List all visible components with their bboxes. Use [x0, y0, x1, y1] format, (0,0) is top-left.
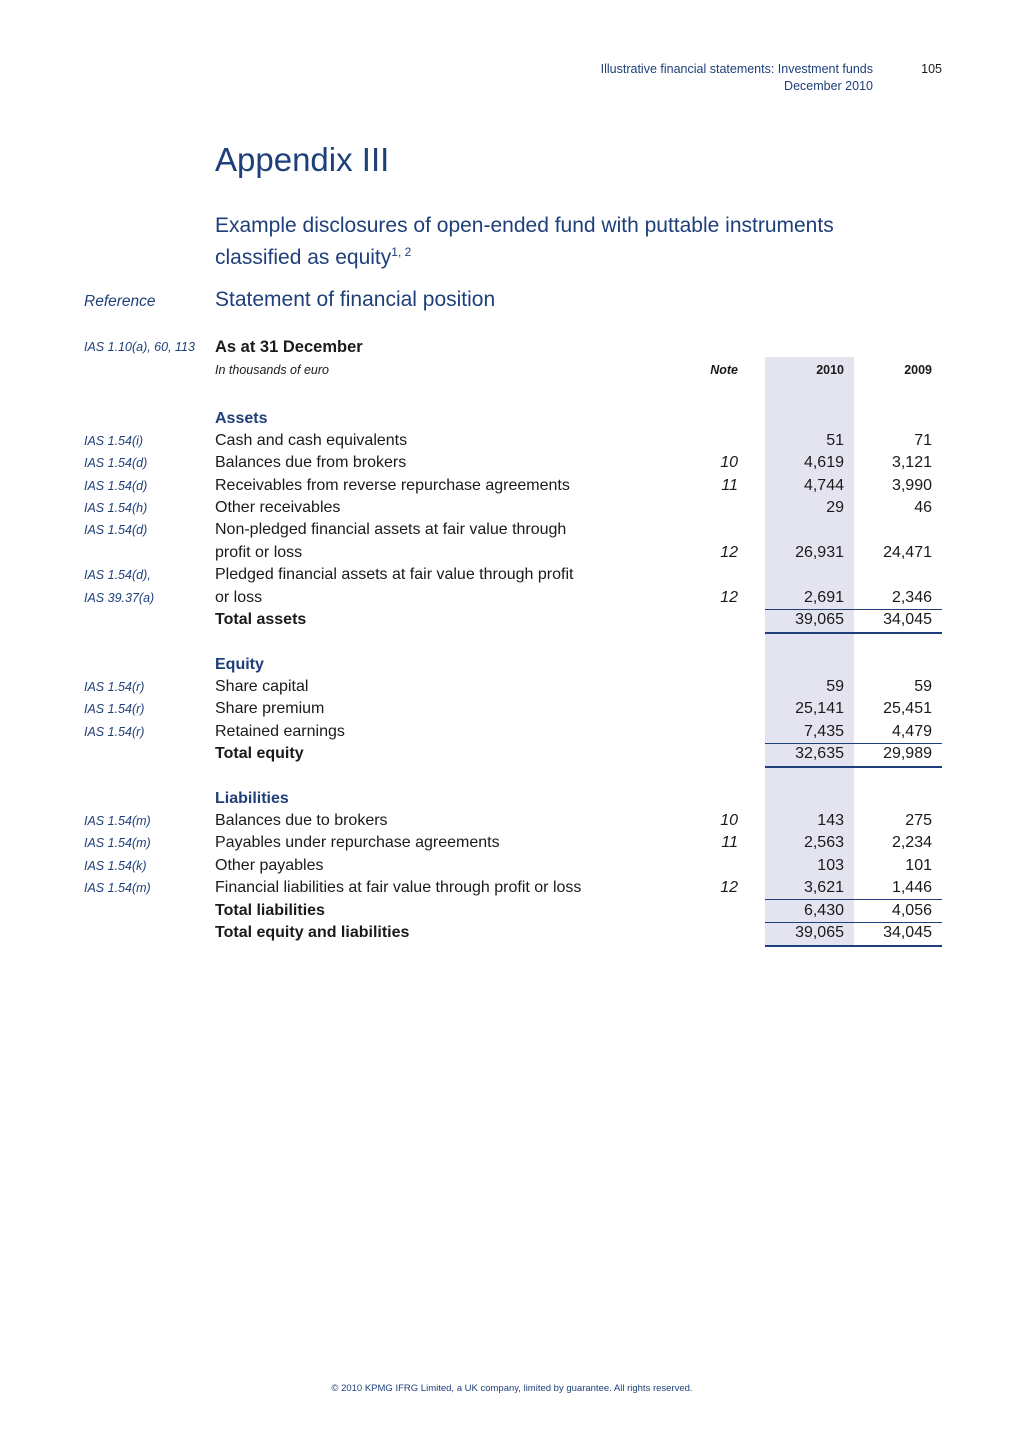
table-row	[0, 877, 1024, 899]
ias-reference: IAS 1.54(r)	[84, 680, 145, 694]
line-item-label: Cash and cash equivalents	[215, 432, 408, 449]
value-2010: 7,435	[803, 723, 844, 740]
total-2010: 39,065	[795, 611, 844, 628]
total-rule	[765, 766, 942, 768]
grand-total-2009: 34,045	[883, 924, 932, 941]
table-row	[0, 698, 1024, 720]
value-2009: 275	[905, 812, 932, 829]
value-2010: 143	[817, 812, 844, 829]
total-2010: 32,635	[795, 745, 844, 762]
line-item-label: Retained earnings	[215, 723, 345, 740]
value-2010: 51	[826, 432, 844, 449]
line-item-label: Other receivables	[215, 499, 341, 516]
line-item-label-continued: or loss	[215, 589, 263, 606]
table-row	[0, 430, 1024, 452]
note-number: 12	[720, 879, 738, 896]
line-item-label: Share premium	[215, 700, 325, 717]
value-2010: 3,621	[803, 879, 844, 896]
total-label: Total liabilities	[215, 902, 325, 919]
total-rule	[765, 632, 942, 634]
reference-column-label: Reference	[84, 293, 156, 310]
line-item-label: Pledged financial assets at fair value through profit	[215, 566, 574, 583]
ias-reference: IAS 1.54(k)	[84, 859, 147, 873]
note-number: 11	[721, 834, 738, 851]
assets-heading: Assets	[215, 410, 268, 427]
line-item-label: Other payables	[215, 857, 324, 874]
column-header-row	[0, 359, 1024, 381]
year-2010-header: 2010	[816, 363, 844, 377]
page-number: 105	[921, 62, 942, 76]
table-row	[0, 832, 1024, 854]
running-header-date: December 2010	[784, 79, 873, 93]
year-2009-header: 2009	[904, 363, 932, 377]
value-2010: 29	[826, 499, 844, 516]
footnote-refs: 1, 2	[391, 245, 412, 259]
value-2010: 103	[817, 857, 844, 874]
table-row	[0, 475, 1024, 497]
grand-total-label: Total equity and liabilities	[215, 924, 410, 941]
value-2009: 1,446	[891, 879, 932, 896]
value-2010: 2,563	[803, 834, 844, 851]
line-item-label: Balances due to brokers	[215, 812, 388, 829]
total-assets-row	[0, 609, 1024, 631]
value-2009: 71	[914, 432, 932, 449]
table-row	[0, 452, 1024, 474]
value-2009: 3,121	[891, 454, 932, 471]
total-equity-row	[0, 743, 1024, 765]
ias-reference: IAS 1.54(m)	[84, 881, 151, 895]
ias-reference: IAS 1.54(m)	[84, 836, 151, 850]
line-item-label: Balances due from brokers	[215, 454, 407, 471]
statement-title: Statement of financial position	[215, 288, 496, 311]
value-2009: 4,479	[891, 723, 932, 740]
section-subtitle	[215, 212, 915, 271]
table-row	[0, 721, 1024, 743]
total-label: Total equity	[215, 745, 304, 762]
table-row	[0, 676, 1024, 698]
ias-reference: IAS 1.54(r)	[84, 702, 145, 716]
total-2009: 34,045	[883, 611, 932, 628]
note-number: 12	[720, 544, 738, 561]
assets-heading-row	[0, 408, 1024, 430]
value-2009: 59	[914, 678, 932, 695]
copyright-footer: © 2010 KPMG IFRG Limited, a UK company, limited by guarantee. All rights reserved.	[331, 1383, 693, 1394]
table-row	[0, 810, 1024, 832]
value-2009: 3,990	[891, 477, 932, 494]
total-rule	[765, 945, 942, 947]
value-2009: 24,471	[883, 544, 932, 561]
line-item-label: Share capital	[215, 678, 309, 695]
ias-reference: IAS 1.54(h)	[84, 501, 148, 515]
value-2010: 4,744	[803, 477, 844, 494]
value-2009: 101	[905, 857, 932, 874]
note-number: 10	[720, 454, 738, 471]
value-2010: 4,619	[803, 454, 844, 471]
value-2010: 59	[826, 678, 844, 695]
as-at-row	[0, 336, 1024, 358]
ias-reference: IAS 1.54(d)	[84, 479, 148, 493]
value-2009: 2,234	[891, 834, 932, 851]
value-2010: 26,931	[795, 544, 844, 561]
subtitle-line-2: classified as equity	[215, 246, 392, 269]
total-2010: 6,430	[803, 902, 844, 919]
value-2009: 2,346	[891, 589, 932, 606]
line-item-label: Financial liabilities at fair value through profit or loss	[215, 879, 582, 896]
line-item-label: Payables under repurchase agreements	[215, 834, 500, 851]
table-row	[0, 855, 1024, 877]
running-header-title: Illustrative financial statements: Investment funds	[600, 62, 873, 76]
appendix-title: Appendix III	[215, 141, 390, 178]
liabilities-heading-row	[0, 788, 1024, 810]
table-row-continuation	[0, 542, 1024, 564]
ias-reference: IAS 1.54(d)	[84, 456, 148, 470]
value-2010: 2,691	[803, 589, 844, 606]
as-at-ref: IAS 1.10(a), 60, 113	[84, 340, 195, 354]
table-row	[0, 564, 1024, 586]
units-label: In thousands of euro	[215, 363, 329, 377]
total-label: Total assets	[215, 611, 307, 628]
table-row	[0, 497, 1024, 519]
ias-reference-continued: IAS 39.37(a)	[84, 591, 155, 605]
note-number: 11	[721, 477, 738, 494]
value-2009: 46	[914, 499, 932, 516]
equity-heading-row	[0, 654, 1024, 676]
table-row	[0, 519, 1024, 541]
subtitle-line-1: Example disclosures of open-ended fund with puttable instruments	[215, 214, 834, 237]
value-2009: 25,451	[883, 700, 932, 717]
ias-reference: IAS 1.54(r)	[84, 725, 145, 739]
total-2009: 4,056	[891, 902, 932, 919]
line-item-label: Non-pledged financial assets at fair value through	[215, 521, 567, 538]
equity-heading: Equity	[215, 656, 264, 673]
liabilities-heading: Liabilities	[215, 790, 289, 807]
value-2010: 25,141	[795, 700, 844, 717]
as-at-label: As at 31 December	[215, 338, 363, 356]
line-item-label: Receivables from reverse repurchase agreements	[215, 477, 570, 494]
note-number: 12	[720, 589, 738, 606]
line-item-label-continued: profit or loss	[215, 544, 303, 561]
note-column-header: Note	[710, 363, 738, 377]
ias-reference: IAS 1.54(d)	[84, 523, 148, 537]
ias-reference: IAS 1.54(m)	[84, 814, 151, 828]
note-number: 10	[720, 812, 738, 829]
total-liabilities-row	[0, 900, 1024, 922]
total-2009: 29,989	[883, 745, 932, 762]
ias-reference: IAS 1.54(d),	[84, 568, 151, 582]
ias-reference: IAS 1.54(i)	[84, 434, 144, 448]
table-row-continuation	[0, 587, 1024, 609]
total-equity-and-liabilities-row	[0, 922, 1024, 944]
grand-total-2010: 39,065	[795, 924, 844, 941]
